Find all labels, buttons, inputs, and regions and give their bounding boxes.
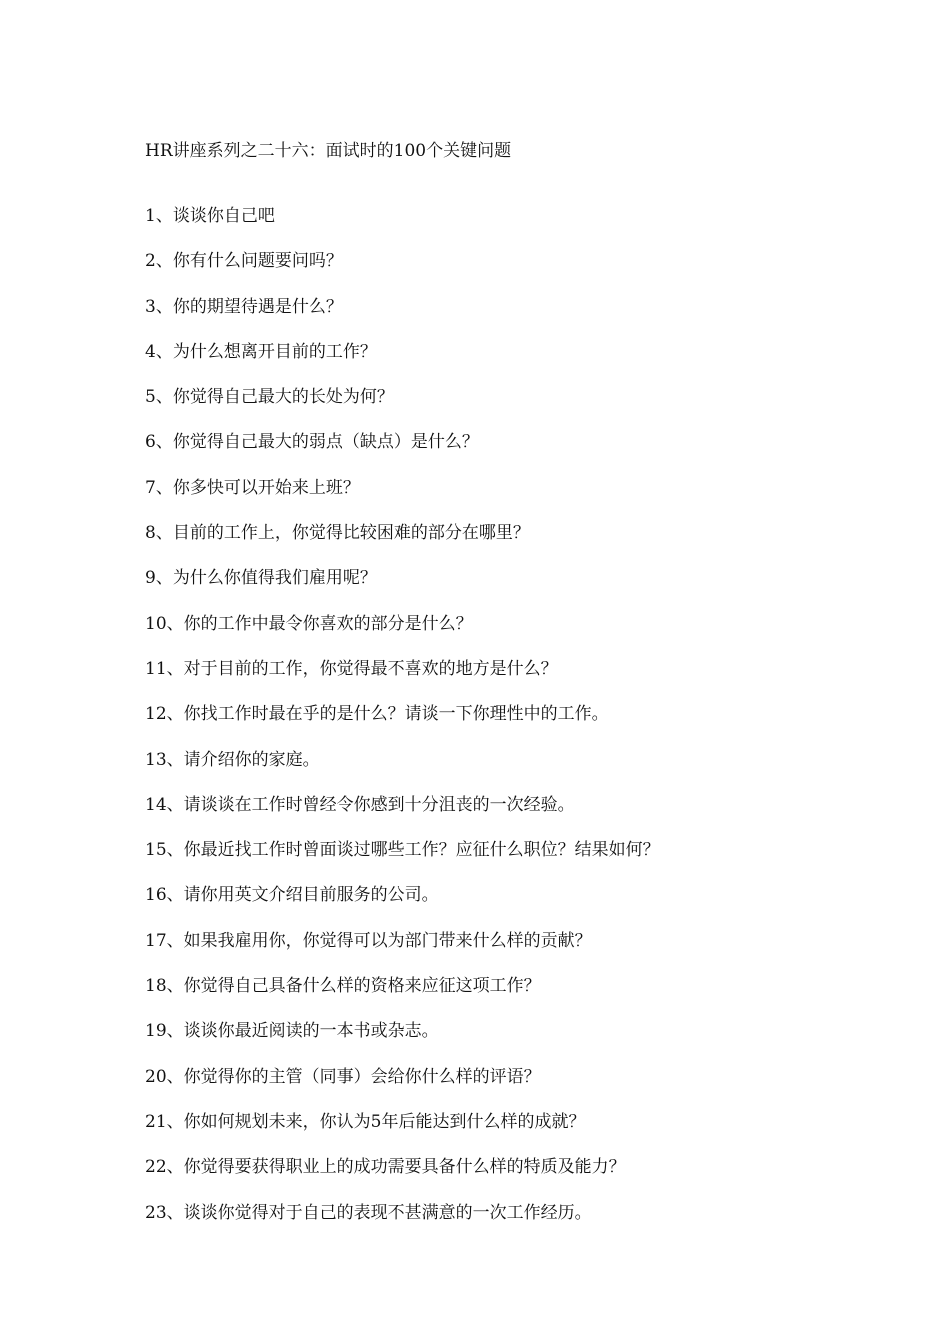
question-item: 5、你觉得自己最大的长处为何？ xyxy=(145,387,394,408)
question-item: 16、请你用英文介绍目前服务的公司。 xyxy=(145,885,439,906)
question-item: 7、你多快可以开始来上班？ xyxy=(145,477,360,498)
question-item: 23、谈谈你觉得对于自己的表现不甚满意的一次工作经历。 xyxy=(145,1202,592,1223)
question-item: 13、请介绍你的家庭。 xyxy=(145,749,320,770)
question-item: 10、你的工作中最令你喜欢的部分是什么？ xyxy=(145,613,473,634)
question-item: 9、为什么你值得我们雇用呢？ xyxy=(145,568,377,589)
question-item: 19、谈谈你最近阅读的一本书或杂志。 xyxy=(145,1021,439,1042)
question-item: 18、你觉得自己具备什么样的资格来应征这项工作？ xyxy=(145,976,541,997)
question-item: 12、你找工作时最在乎的是什么？请谈一下你理性中的工作。 xyxy=(145,704,609,725)
question-item: 3、你的期望待遇是什么？ xyxy=(145,296,343,317)
question-item: 11、对于目前的工作，你觉得最不喜欢的地方是什么？ xyxy=(145,658,558,679)
document-title: HR讲座系列之二十六：面试时的100个关键问题 xyxy=(145,141,512,161)
question-item: 21、你如何规划未来，你认为5年后能达到什么样的成就？ xyxy=(145,1111,586,1132)
question-item: 14、请谈谈在工作时曾经令你感到十分沮丧的一次经验。 xyxy=(145,794,575,815)
question-item: 8、目前的工作上，你觉得比较困难的部分在哪里？ xyxy=(145,523,530,544)
question-list xyxy=(145,204,845,1246)
question-item: 1、谈谈你自己吧 xyxy=(145,206,275,226)
question-item: 4、为什么想离开目前的工作？ xyxy=(145,341,377,362)
question-item: 15、你最近找工作时曾面谈过哪些工作？应征什么职位？结果如何？ xyxy=(145,840,660,861)
question-item: 2、你有什么问题要问吗？ xyxy=(145,251,343,272)
question-item: 6、你觉得自己最大的弱点（缺点）是什么？ xyxy=(145,432,479,453)
question-item: 20、你觉得你的主管（同事）会给你什么样的评语？ xyxy=(145,1066,541,1087)
question-item: 17、如果我雇用你，你觉得可以为部门带来什么样的贡献？ xyxy=(145,930,592,951)
question-item: 22、你觉得要获得职业上的成功需要具备什么样的特质及能力？ xyxy=(145,1157,626,1178)
